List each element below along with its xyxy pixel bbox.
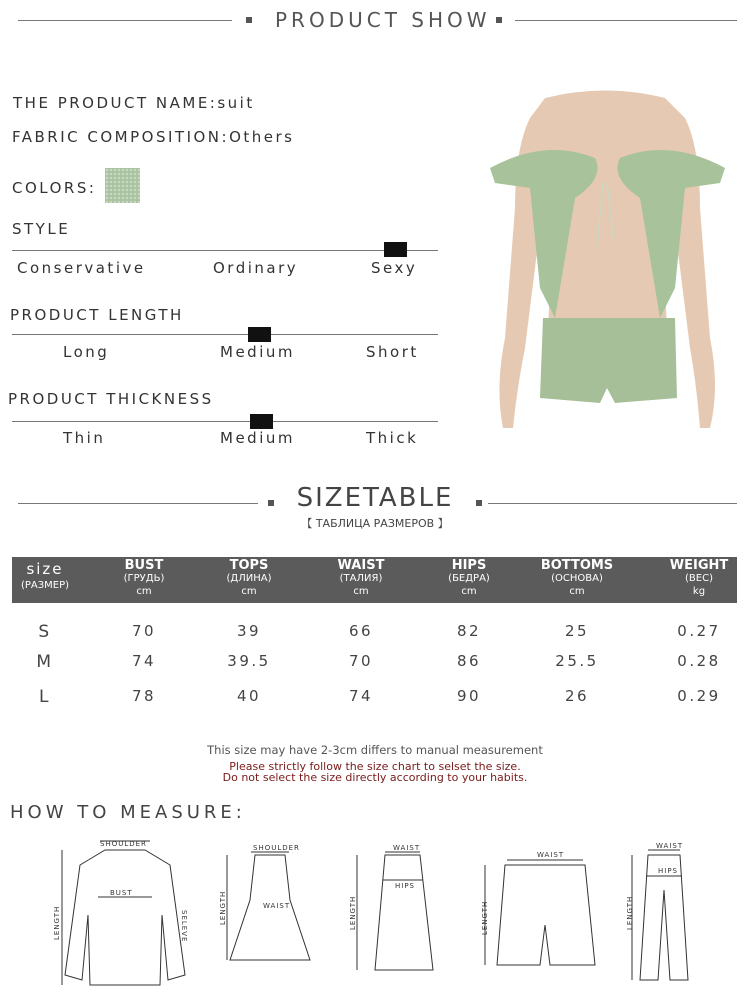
table-cell: M — [36, 652, 54, 672]
length-option: Medium — [220, 343, 295, 361]
table-cell: 66 — [348, 622, 374, 640]
svg-text:LENGTH: LENGTH — [53, 905, 61, 940]
svg-text:LENGTH: LENGTH — [626, 895, 634, 930]
svg-text:SHOULDER: SHOULDER — [100, 840, 147, 848]
table-cell: 40 — [236, 687, 262, 705]
section-title-product-show: PRODUCT SHOW — [275, 8, 491, 32]
bullet — [476, 500, 482, 506]
table-cell: 25.5 — [555, 652, 599, 670]
product-name: THE PRODUCT NAME:suit — [13, 94, 255, 112]
table-cell: 70 — [348, 652, 374, 670]
table-cell: 26 — [564, 687, 590, 705]
table-cell: 86 — [456, 652, 482, 670]
length-option: Short — [366, 343, 419, 361]
table-cell: 0.27 — [677, 622, 721, 640]
style-option: Ordinary — [213, 259, 299, 277]
column-header: BOTTOMS (ОСНОВА) cm — [540, 558, 614, 597]
how-to-measure-title: HOW TO MEASURE: — [10, 802, 246, 823]
table-cell: 39 — [236, 622, 262, 640]
svg-text:BUST: BUST — [110, 889, 133, 897]
dress-diagram — [215, 840, 325, 990]
table-cell: 0.29 — [677, 687, 721, 705]
table-cell: 70 — [131, 622, 157, 640]
table-cell: 78 — [131, 687, 157, 705]
style-option: Sexy — [371, 259, 418, 277]
sizetable-subtitle: 【 ТАБЛИЦА РАЗМЕРОВ 】 — [301, 517, 449, 530]
svg-text:LENGTH: LENGTH — [219, 890, 227, 925]
column-header: size (РАЗМЕР) — [20, 560, 70, 591]
svg-text:LENGTH: LENGTH — [481, 900, 489, 935]
style-scale — [12, 250, 438, 251]
svg-text:WAIST: WAIST — [393, 844, 421, 852]
table-cell: S — [38, 622, 52, 642]
table-cell: 90 — [456, 687, 482, 705]
thickness-option: Thin — [63, 429, 106, 447]
pants-diagram — [620, 840, 710, 990]
size-table-header — [12, 557, 737, 603]
color-swatch[interactable] — [105, 168, 140, 203]
note-measurement: This size may have 2-3cm differs to manual measurement — [207, 743, 543, 757]
svg-text:HIPS: HIPS — [395, 882, 415, 890]
bullet — [496, 17, 502, 23]
column-header: WEIGHT (ВЕС) kg — [669, 558, 729, 597]
table-cell: 74 — [348, 687, 374, 705]
product-photo — [485, 88, 730, 466]
sizetable-title: SIZETABLE — [296, 483, 454, 513]
svg-text:WAIST: WAIST — [263, 902, 291, 910]
column-header: TOPS (ДЛИНА) cm — [226, 558, 272, 597]
svg-text:HIPS: HIPS — [658, 867, 678, 875]
table-cell: 82 — [456, 622, 482, 640]
length-option: Long — [63, 343, 110, 361]
jacket-diagram — [50, 835, 200, 995]
skirt-diagram — [345, 840, 455, 990]
svg-text:WAIST: WAIST — [656, 842, 684, 850]
table-cell: 39.5 — [227, 652, 271, 670]
table-cell: 0.28 — [677, 652, 721, 670]
note-warning: Please strictly follow the size chart to selset the size. — [229, 760, 521, 773]
column-header: BUST (ГРУДЬ) cm — [123, 558, 165, 597]
column-header: WAIST (ТАЛИЯ) cm — [337, 558, 385, 597]
svg-text:LENGTH: LENGTH — [349, 895, 357, 930]
divider — [18, 20, 232, 21]
svg-text:SELEVE: SELEVE — [180, 910, 188, 943]
style-option: Conservative — [17, 259, 146, 277]
thickness-scale — [12, 421, 438, 422]
bullet — [246, 17, 252, 23]
divider — [488, 503, 737, 504]
table-cell: L — [39, 687, 51, 707]
length-scale — [12, 334, 438, 335]
note-warning: Do not select the size directly according to your habits. — [222, 771, 528, 784]
length-title: PRODUCT LENGTH — [10, 306, 184, 324]
table-cell: 25 — [564, 622, 590, 640]
colors-label: COLORS: — [12, 179, 97, 197]
svg-text:WAIST: WAIST — [537, 851, 565, 859]
length-marker — [248, 327, 271, 342]
style-marker — [384, 242, 407, 257]
svg-text:SHOULDER: SHOULDER — [253, 844, 300, 852]
fabric-composition: FABRIC COMPOSITION:Others — [12, 128, 295, 146]
column-header: HIPS (БЕДРА) cm — [448, 558, 490, 597]
thickness-option: Medium — [220, 429, 295, 447]
thickness-title: PRODUCT THICKNESS — [8, 390, 214, 408]
thickness-marker — [250, 414, 273, 429]
shorts-diagram — [475, 845, 605, 985]
table-cell: 74 — [131, 652, 157, 670]
thickness-option: Thick — [366, 429, 419, 447]
style-title: STYLE — [12, 220, 71, 238]
divider — [515, 20, 737, 21]
